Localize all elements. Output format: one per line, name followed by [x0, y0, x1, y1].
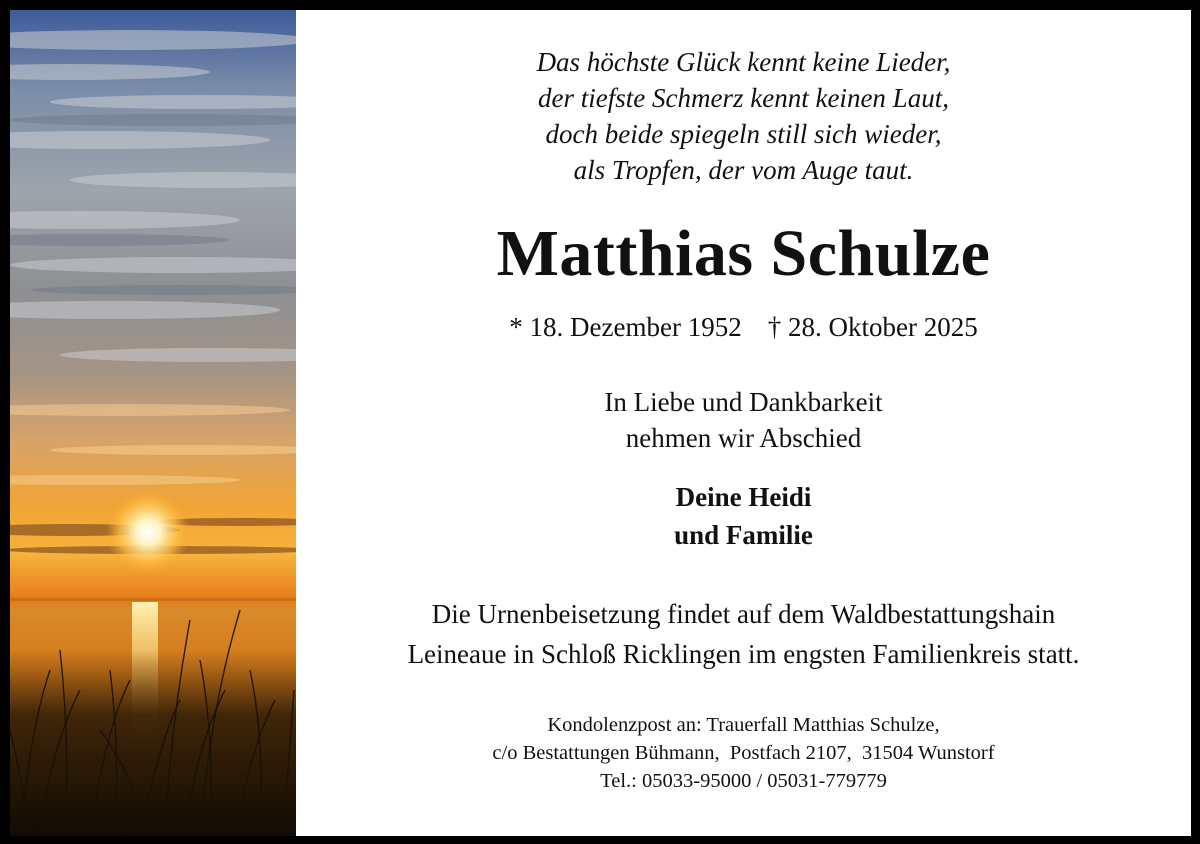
contact-line: c/o Bestattungen Bühmann, Postfach 2107, 31504 Wunstorf	[492, 742, 995, 764]
condolence-contact	[296, 711, 1191, 795]
death-date: † 28. Oktober 2025	[767, 312, 978, 342]
farewell-line: In Liebe und Dankbarkeit	[604, 387, 883, 417]
life-dates	[296, 310, 1191, 344]
contact-phone: Tel.: 05033-95000 / 05031-779779	[600, 770, 887, 792]
obituary-text-panel	[296, 10, 1191, 836]
funeral-notice	[296, 594, 1191, 674]
family-line: Deine Heidi	[675, 482, 812, 512]
deceased-name: Matthias Schulze	[496, 217, 991, 290]
sunset-photo	[10, 10, 296, 836]
poem-line: Das höchste Glück kennt keine Lieder,	[536, 47, 951, 77]
farewell-text	[296, 384, 1191, 456]
family-signature	[296, 478, 1191, 554]
contact-line: Kondolenzpost an: Trauerfall Matthias Schulze,	[547, 714, 940, 736]
poem-line: doch beide spiegeln still sich wieder,	[545, 119, 942, 149]
family-line: und Familie	[674, 520, 813, 550]
poem	[296, 44, 1191, 188]
birth-date: * 18. Dezember 1952	[509, 312, 742, 342]
poem-line: der tiefste Schmerz kennt keinen Laut,	[538, 83, 949, 113]
poem-line: als Tropfen, der vom Auge taut.	[573, 155, 914, 185]
funeral-line: Die Urnenbeisetzung findet auf dem Waldbestattungshain	[431, 599, 1056, 629]
funeral-line: Leineaue in Schloß Ricklingen im engsten Familienkreis statt.	[407, 639, 1080, 669]
sunset-over-sea-image	[10, 10, 296, 836]
farewell-line: nehmen wir Abschied	[625, 423, 862, 453]
